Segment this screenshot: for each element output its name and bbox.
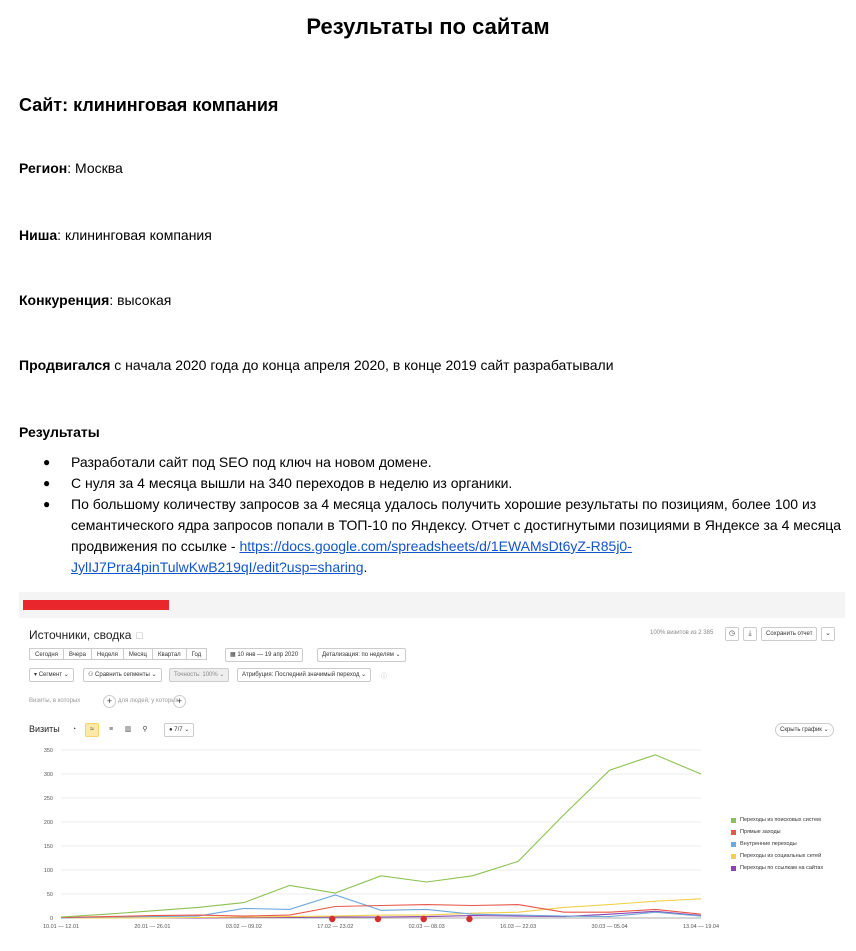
y-tick-label: 50 [46,892,53,898]
annotation-marker [421,916,427,922]
list-item: ● По большому количеству запросов за 4 месяца удалось получить хорошие результаты по позициям, более 100 из семантического ядра запросов попали в ТОП-10 по Яндексу. Отчет с достигнутыми позициями в Яндексе за 4 месяца продвижения по ссылке - https://docs.google.com/spreadsheets/d/1EWAMsDt6yZ-R85j0-JylIJ7Prra4pinTulwKwB219qI/edit?usp=sharing. [43,496,842,575]
x-tick-label: 17.02 — 23.02 [317,924,354,930]
series-dot-icon: ● [169,727,175,733]
hide-chart-label: Скрыть график [780,727,822,733]
annotation-marker [375,916,381,922]
y-tick-label: 150 [43,844,53,850]
y-tick-label: 100 [43,868,53,874]
chevron-down-icon[interactable]: ⌄ [821,627,835,641]
accuracy-label: Точность: 100% [174,672,218,678]
period-today[interactable]: Сегодня [29,648,64,660]
y-tick-label: 0 [49,916,53,922]
niche-field [19,227,212,243]
area-chart-icon[interactable]: ≡ [104,723,118,737]
hide-chart-button[interactable]: Скрыть график ⌄ [775,723,834,737]
region-field [19,160,123,176]
attribution-label: Атрибуция: Последний значимый переход [242,672,360,678]
legend-label: Переходы по ссылкам на сайтах [740,865,824,871]
x-tick-label: 30.03 — 05.04 [591,924,628,930]
clock-icon[interactable]: ◷ [725,627,739,641]
list-item: ● С нуля за 4 месяца вышли на 340 переходов в неделю из органики. [43,475,513,491]
date-range-button[interactable] [225,648,303,662]
promotion-field [19,357,614,373]
legend-item[interactable] [731,838,823,850]
segment-button[interactable]: ▾ Сегмент ⌄ [29,668,74,682]
visits-line-chart [19,742,845,937]
x-tick-label: 02.03 — 08.03 [408,924,445,930]
series-count: 7/7 [174,727,183,733]
download-icon[interactable]: ⤓ [743,627,757,641]
report-title [29,628,144,642]
link-suffix: . [363,559,368,575]
field-value: с начала 2020 года до конца апреля 2020, в конце 2019 сайт разрабатывали [110,357,614,373]
compare-label: Сравнить сегменты [95,672,150,678]
field-label: Конкуренция [19,292,110,308]
visits-filter-label: Визиты, в которых [29,698,81,704]
site-heading: Сайт: клининговая компания [19,95,279,115]
bookmark-icon[interactable]: ☐ [135,631,144,641]
results-heading: Результаты [19,424,100,440]
x-tick-label: 20.01 — 26.01 [134,924,171,930]
period-yesterday[interactable]: Вчера [63,648,92,660]
field-value: : Москва [67,160,123,176]
result-text: По большому количеству запросов за 4 месяца удалось получить хорошие результаты по позициям, более 100 из семантического ядра запросов попали в ТОП-10 по Яндексу. Отчет с достигнутыми позициями в Яндексе за 4 месяца продвижения по ссылке - [71,496,842,554]
legend-item[interactable] [731,814,823,826]
field-label: Ниша [19,227,58,243]
compare-icon: ⚇ [88,672,96,678]
result-text: Разработали сайт под SEO под ключ на новом домене. [71,454,432,470]
chart-legend [731,814,823,874]
period-year[interactable]: Год [186,648,208,660]
date-range-label: 10 янв — 19 апр 2020 [237,652,299,658]
report-link[interactable]: https://docs.google.com/spreadsheets/d/1EWAMsDt6yZ-R85j0-JylIJ7Prra4pinTulwKwB219qI/edit?usp=sharing [71,538,632,575]
add-visits-filter-icon[interactable]: + [103,695,116,708]
period-week[interactable]: Неделя [91,648,124,660]
field-value: : высокая [109,292,172,308]
y-tick-label: 250 [43,796,53,802]
period-month[interactable]: Месяц [123,648,153,660]
competition-field [19,292,171,308]
legend-swatch [731,842,736,847]
visits-share: 100% визитов из 2 385 [650,630,714,636]
legend-item[interactable] [731,862,823,874]
y-tick-label: 300 [43,772,53,778]
line-chart-icon[interactable]: ≈ [85,723,99,737]
y-tick-label: 350 [43,748,53,754]
legend-swatch [731,818,736,823]
legend-swatch [731,866,736,871]
result-text: С нуля за 4 месяца вышли на 340 переходов в неделю из органики. [71,475,513,491]
results-list [19,452,845,578]
compare-segments-button[interactable]: ⚇ Сравнить сегменты ⌄ [83,668,162,682]
segment-label: Сегмент [38,672,63,678]
legend-swatch [731,830,736,835]
field-value: : клининговая компания [57,227,212,243]
save-report-button[interactable] [761,627,817,641]
period-quarter[interactable]: Квартал [152,648,187,660]
field-label: Регион [19,160,68,176]
period-selector [29,648,206,660]
map-icon[interactable]: ⚲ [138,723,152,737]
accuracy-button[interactable]: Точность: 100% ⌄ [169,668,229,682]
report-title-text: Источники, сводка [29,628,132,642]
list-item: ● Разработали сайт под SEO под ключ на новом домене. [43,454,432,470]
series-selector[interactable]: ● 7/7 ⌄ [164,723,194,737]
add-people-filter-icon[interactable]: + [173,695,186,708]
pie-chart-icon[interactable]: ◔ [67,723,81,737]
visits-label: Визиты [29,724,60,734]
legend-label: Внутренние переходы [740,841,797,847]
x-tick-label: 13.04 — 19.04 [682,924,720,930]
legend-item[interactable] [731,826,823,838]
detail-label: Детализация: по неделям [322,652,394,658]
attribution-dropdown[interactable]: Атрибуция: Последний значимый переход ⌄ [237,668,371,682]
page-title: Результаты по сайтам [306,14,550,39]
legend-label: Прямые заходы [740,829,781,835]
field-label: Продвигался [19,357,111,373]
x-tick-label: 10.01 — 12.01 [42,924,80,930]
x-tick-label: 03.02 — 09.02 [225,924,262,930]
people-filter-label: для людей, у которых [118,698,179,704]
legend-label: Переходы из поисковых систем [740,817,821,823]
legend-item[interactable] [731,850,823,862]
series-line [61,755,701,917]
detail-dropdown[interactable]: Детализация: по неделям ⌄ [317,648,406,662]
calendar-icon: ▦ [230,652,238,658]
y-tick-label: 200 [43,820,53,826]
annotation-marker [466,916,472,922]
accent-bar [23,600,169,610]
help-icon[interactable]: ⓘ [381,674,388,680]
annotation-marker [329,916,335,922]
save-report-label: Сохранить отчет [766,631,813,637]
bar-chart-icon[interactable]: ▥ [121,723,135,737]
filter-icon: ▾ [34,672,39,678]
legend-swatch [731,854,736,859]
legend-label: Переходы из социальных сетей [740,853,822,859]
metrika-screenshot [19,592,845,937]
x-tick-label: 16.03 — 22.03 [500,924,537,930]
